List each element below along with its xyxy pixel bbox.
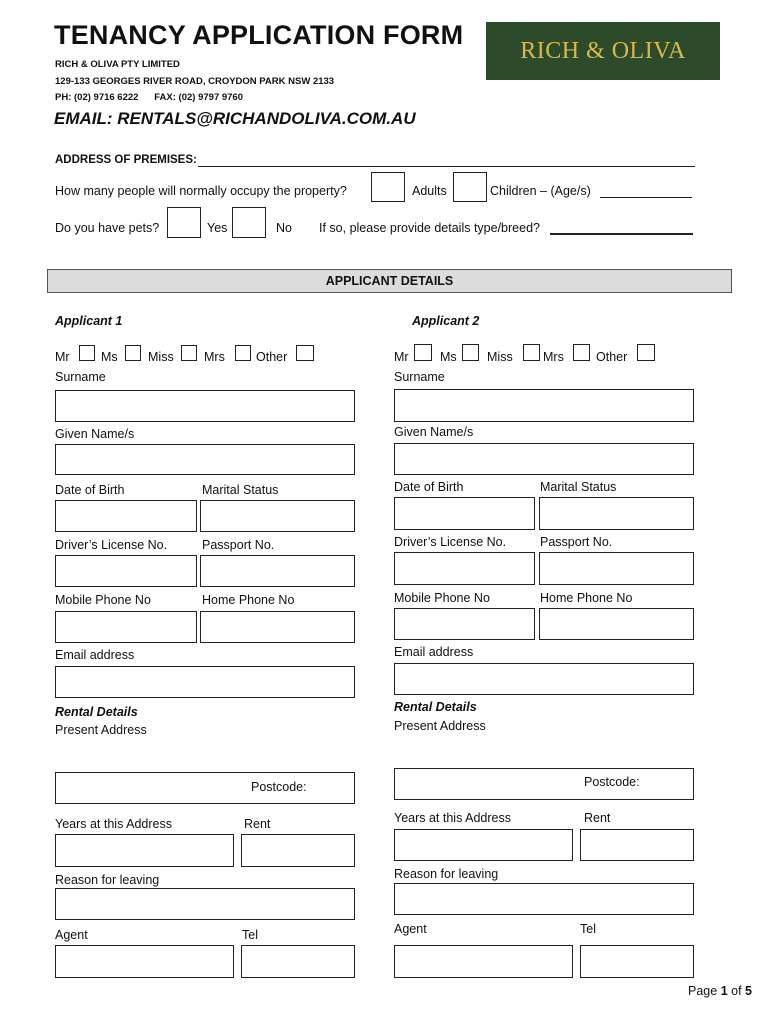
applicant2-home-phone-field[interactable]	[539, 608, 694, 640]
applicant2-title-mr-label: Mr	[394, 350, 409, 364]
applicant2-marital-label: Marital Status	[540, 480, 617, 494]
applicant1-surname-label: Surname	[55, 370, 106, 384]
applicant2-title-mr-checkbox[interactable]	[414, 344, 432, 361]
company-phones: PH: (02) 9716 6222 FAX: (02) 9797 9760	[55, 92, 243, 103]
applicant2-home-phone-label: Home Phone No	[540, 591, 633, 605]
applicant1-title-miss-label: Miss	[148, 350, 174, 364]
applicant2-title-ms-checkbox[interactable]	[462, 344, 479, 361]
pets-no-checkbox[interactable]	[232, 207, 266, 238]
adults-count-box[interactable]	[371, 172, 405, 202]
applicant1-surname-field[interactable]	[55, 390, 355, 422]
applicant1-title-other-checkbox[interactable]	[296, 345, 314, 361]
applicant1-reason-field[interactable]	[55, 888, 355, 920]
applicant2-reason-field[interactable]	[394, 883, 694, 915]
applicant1-license-field[interactable]	[55, 555, 197, 587]
applicant1-dob-label: Date of Birth	[55, 483, 125, 497]
applicant1-passport-field[interactable]	[200, 555, 355, 587]
applicant1-years-field[interactable]	[55, 834, 234, 867]
applicant1-title-mr-label: Mr	[55, 350, 70, 364]
children-ages-line[interactable]	[600, 197, 692, 198]
applicant1-agent-label: Agent	[55, 928, 88, 942]
applicant2-passport-label: Passport No.	[540, 535, 613, 549]
applicant1-given-names-field[interactable]	[55, 444, 355, 475]
applicant2-present-address-label: Present Address	[394, 719, 486, 733]
applicant2-years-label: Years at this Address	[394, 811, 511, 825]
applicant2-given-names-label: Given Name/s	[394, 425, 474, 439]
applicant1-title-ms-checkbox[interactable]	[125, 345, 141, 361]
applicant1-home-phone-field[interactable]	[200, 611, 355, 643]
applicant1-heading: Applicant 1	[55, 314, 123, 328]
applicant1-mobile-label: Mobile Phone No	[55, 593, 151, 607]
applicant2-license-field[interactable]	[394, 552, 535, 585]
applicant1-marital-field[interactable]	[200, 500, 355, 532]
applicant2-title-miss-checkbox[interactable]	[523, 344, 540, 361]
applicant2-mobile-field[interactable]	[394, 608, 535, 640]
applicant2-marital-field[interactable]	[539, 497, 694, 530]
applicant1-rent-field[interactable]	[241, 834, 355, 867]
pets-yes-checkbox[interactable]	[167, 207, 201, 238]
applicant1-mobile-field[interactable]	[55, 611, 197, 643]
applicant1-tel-field[interactable]	[241, 945, 355, 978]
applicant1-marital-label: Marital Status	[202, 483, 279, 497]
premises-address-label: ADDRESS OF PREMISES:	[55, 154, 197, 166]
applicant1-rental-details-heading: Rental Details	[55, 705, 138, 719]
form-title: TENANCY APPLICATION FORM	[54, 20, 464, 50]
applicant-details-header: APPLICANT DETAILS	[47, 269, 732, 293]
applicant1-reason-label: Reason for leaving	[55, 873, 160, 887]
applicant2-years-field[interactable]	[394, 829, 573, 861]
applicant1-postcode-label: Postcode:	[251, 780, 307, 794]
pets-no-label: No	[276, 221, 292, 235]
applicant2-title-mrs-label: Mrs	[543, 350, 564, 364]
pets-yes-label: Yes	[207, 221, 228, 235]
applicant1-passport-label: Passport No.	[202, 538, 275, 552]
applicant1-home-phone-label: Home Phone No	[202, 593, 295, 607]
applicant1-given-names-label: Given Name/s	[55, 427, 135, 441]
applicant2-reason-label: Reason for leaving	[394, 867, 499, 881]
applicant1-rent-label: Rent	[244, 817, 271, 831]
applicant2-rental-details-heading: Rental Details	[394, 700, 477, 714]
applicant1-email-label: Email address	[55, 648, 135, 662]
applicant1-present-address-label: Present Address	[55, 723, 147, 737]
company-email: EMAIL: RENTALS@RICHANDOLIVA.COM.AU	[54, 109, 416, 128]
page-of: of	[731, 984, 742, 998]
applicant1-present-address-field[interactable]	[55, 772, 355, 804]
applicant2-surname-label: Surname	[394, 370, 445, 384]
applicant2-agent-label: Agent	[394, 922, 427, 936]
applicant1-tel-label: Tel	[242, 928, 258, 942]
applicant1-title-ms-label: Ms	[101, 350, 118, 364]
applicant2-postcode-label: Postcode:	[584, 775, 640, 789]
applicant2-tel-label: Tel	[580, 922, 596, 936]
applicant2-title-other-checkbox[interactable]	[637, 344, 655, 361]
pets-question: Do you have pets?	[55, 221, 160, 235]
applicant1-title-mr-checkbox[interactable]	[79, 345, 95, 361]
applicant1-license-label: Driver’s License No.	[55, 538, 168, 552]
applicant1-dob-field[interactable]	[55, 500, 197, 532]
applicant2-rent-label: Rent	[584, 811, 611, 825]
children-label: Children – (Age/s)	[490, 184, 591, 198]
applicant1-title-mrs-checkbox[interactable]	[235, 345, 251, 361]
applicant2-title-mrs-checkbox[interactable]	[573, 344, 590, 361]
applicant1-title-other-label: Other	[256, 350, 288, 364]
applicant2-surname-field[interactable]	[394, 389, 694, 422]
company-name: RICH & OLIVA PTY LIMITED	[55, 59, 180, 70]
company-logo: RICH & OLIVA	[486, 22, 720, 80]
applicant1-title-mrs-label: Mrs	[204, 350, 225, 364]
company-address: 129-133 GEORGES RIVER ROAD, CROYDON PARK NSW 2133	[55, 76, 335, 87]
applicant1-email-field[interactable]	[55, 666, 355, 698]
applicant2-email-label: Email address	[394, 645, 474, 659]
applicant1-agent-field[interactable]	[55, 945, 234, 978]
page-prefix: Page	[688, 984, 718, 998]
applicant2-dob-field[interactable]	[394, 497, 535, 530]
applicant2-title-ms-label: Ms	[440, 350, 457, 364]
page-number	[688, 984, 752, 998]
page-current: 1	[720, 984, 728, 998]
occupy-question: How many people will normally occupy the property?	[55, 184, 347, 198]
page-total: 5	[745, 984, 752, 998]
applicant2-tel-field[interactable]	[580, 945, 694, 978]
adults-label: Adults	[412, 184, 447, 198]
applicant2-rent-field[interactable]	[580, 829, 694, 861]
applicant2-title-other-label: Other	[596, 350, 628, 364]
children-count-box[interactable]	[453, 172, 487, 202]
applicant2-heading: Applicant 2	[412, 314, 480, 328]
premises-address-line[interactable]	[198, 166, 695, 167]
applicant2-license-label: Driver’s License No.	[394, 535, 507, 549]
pets-details-line[interactable]	[550, 233, 693, 235]
applicant2-dob-label: Date of Birth	[394, 480, 464, 494]
applicant2-given-names-field[interactable]	[394, 443, 694, 475]
applicant2-present-address-field[interactable]	[394, 768, 694, 800]
applicant2-agent-field[interactable]	[394, 945, 573, 978]
pets-details-label: If so, please provide details type/breed?	[319, 221, 540, 235]
applicant2-passport-field[interactable]	[539, 552, 694, 585]
applicant2-title-miss-label: Miss	[487, 350, 513, 364]
applicant1-title-miss-checkbox[interactable]	[181, 345, 197, 361]
applicant2-email-field[interactable]	[394, 663, 694, 695]
applicant2-mobile-label: Mobile Phone No	[394, 591, 490, 605]
applicant1-years-label: Years at this Address	[55, 817, 172, 831]
